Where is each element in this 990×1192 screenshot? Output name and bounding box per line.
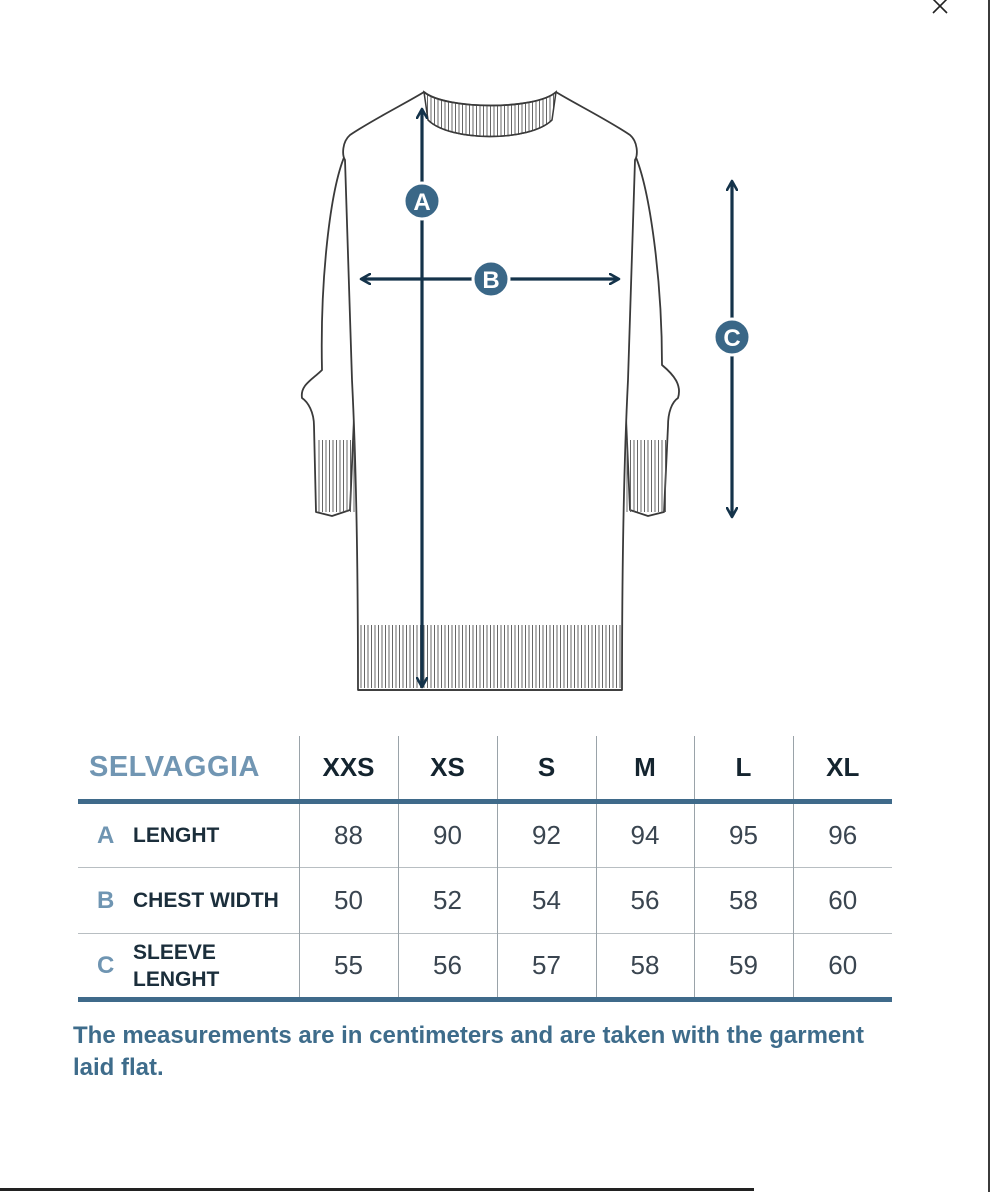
sweater-dress-outline [302, 92, 679, 690]
close-icon [926, 0, 954, 20]
measurement-name-line: LENGHT [133, 967, 220, 991]
table-cell: 52 [398, 868, 497, 934]
size-header: L [694, 736, 793, 802]
size-header: XL [793, 736, 892, 802]
table-header-row [78, 736, 892, 802]
right-cuff-rib [626, 440, 666, 512]
measurement-name-line: SLEEVE [133, 940, 216, 964]
measurement-letter: C [97, 951, 115, 979]
measurement-note: The measurements are in centimeters and are taken with the garment laid flat. [73, 1022, 864, 1081]
svg-text:B: B [482, 267, 500, 294]
measurement-letter: A [97, 821, 115, 849]
measurement-label [78, 802, 299, 868]
size-chart-table [78, 736, 892, 1002]
marker-a [404, 183, 440, 219]
measurement-name: CHEST WIDTH [133, 889, 279, 912]
table-cell: 90 [398, 802, 497, 868]
size-header: S [497, 736, 596, 802]
svg-text:A: A [413, 189, 431, 216]
table-row [78, 868, 892, 934]
table-cell: 50 [299, 868, 398, 934]
table-cell: 58 [694, 868, 793, 934]
measurement-label [78, 934, 299, 1000]
table-row [78, 802, 892, 868]
table-cell: 60 [793, 934, 892, 1000]
table-cell: 54 [497, 868, 596, 934]
hem-rib [360, 625, 622, 688]
table-cell: 92 [497, 802, 596, 868]
close-button[interactable] [926, 0, 954, 20]
marker-b [473, 261, 509, 297]
table-cell: 55 [299, 934, 398, 1000]
table-cell: 58 [596, 934, 694, 1000]
garment-diagram [290, 80, 770, 700]
measurement-letter: B [97, 886, 115, 914]
left-cuff-rib [316, 440, 356, 512]
table-cell: 96 [793, 802, 892, 868]
table-cell: 56 [398, 934, 497, 1000]
table-cell: 56 [596, 868, 694, 934]
measurement-label [78, 868, 299, 934]
bottom-divider [0, 1188, 754, 1191]
table-cell: 88 [299, 802, 398, 868]
table-cell: 60 [793, 868, 892, 934]
measurement-name: LENGHT [133, 824, 220, 847]
marker-c [714, 319, 750, 355]
table-cell: 57 [497, 934, 596, 1000]
size-header: XS [398, 736, 497, 802]
table-cell: 95 [694, 802, 793, 868]
svg-text:C: C [723, 325, 741, 352]
table-cell: 59 [694, 934, 793, 1000]
measurement-name [133, 939, 219, 993]
brand-name: SELVAGGIA [78, 736, 299, 802]
table-row [78, 934, 892, 1000]
table-cell: 94 [596, 802, 694, 868]
size-header: M [596, 736, 694, 802]
size-header: XXS [299, 736, 398, 802]
